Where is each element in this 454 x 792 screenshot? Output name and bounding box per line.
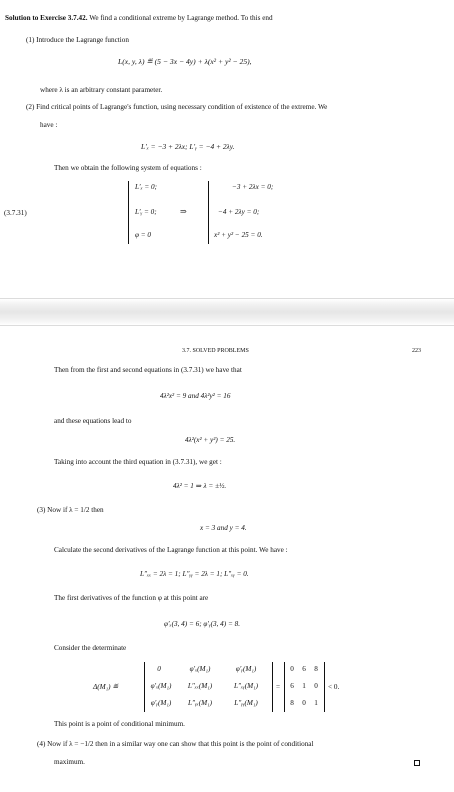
right-system-row-3: x² + y² − 25 = 0. [214, 231, 263, 239]
num-right-bar [324, 662, 325, 712]
implies-arrow: ⇒ [180, 207, 187, 216]
left-system-row-2: L′ᵧ = 0; [135, 208, 157, 216]
right-brace [208, 181, 209, 244]
equation-number: (3.7.31) [4, 209, 27, 217]
left-system-row-1: L′ₓ = 0; [135, 183, 158, 191]
num-cell: 6 [290, 682, 294, 690]
delta-label: Δ(M₁) ≝ [93, 683, 119, 691]
num-cell: 0 [290, 665, 294, 673]
solution-intro: We find a conditional extreme by Lagrange method. To this end [89, 14, 273, 22]
p2-line-6: Consider the determinate [54, 644, 127, 652]
right-system-row-2: −4 + 2λy = 0; [218, 208, 260, 216]
qed-square-icon [414, 760, 420, 766]
num-left-bar [284, 662, 285, 712]
det-cell: φ′ᵧ(M₁) [235, 665, 257, 673]
p2-line-2: and these equations lead to [54, 417, 132, 425]
num-cell: 1 [314, 699, 318, 707]
left-brace [128, 181, 129, 244]
det-cell: φ′ᵧ(M₁) [150, 699, 172, 707]
step-4-line-2: maximum. [54, 758, 85, 766]
det-cell: φ′ₓ(M₁) [150, 682, 172, 690]
num-cell: 0 [314, 682, 318, 690]
p2-eq-5: L″ₓₓ = 2λ = 1; L″ᵧᵧ = 2λ = 1; L″ₓᵧ = 0. [140, 570, 249, 578]
det-cell: L″ₓᵧ(M₁) [234, 682, 258, 690]
p2-line-7: This point is a point of conditional minimum. [54, 720, 185, 728]
det-cell: 0 [157, 665, 161, 673]
p2-line-4: Calculate the second derivatives of the Lagrange function at this point. We have : [54, 546, 288, 554]
num-cell: 0 [302, 699, 306, 707]
step-1-text: (1) Introduce the Lagrange function [26, 36, 129, 44]
where-text: where λ is an arbitrary constant parameter. [40, 86, 163, 94]
solution-heading [5, 14, 273, 22]
running-header: 3.7. SOLVED PROBLEMS [182, 348, 249, 354]
step-4-line-1: (4) Now if λ = −1/2 then in a similar way one can show that this point is the point of conditional [37, 740, 314, 748]
det-equals: = [276, 683, 281, 691]
p2-line-1: Then from the first and second equations in (3.7.31) we have that [54, 366, 242, 374]
p2-line-3: Taking into account the third equation in (3.7.31), we get : [54, 458, 222, 466]
det-left-bar [144, 662, 145, 712]
lagrange-function-eq: L(x, y, λ) ≝ (5 − 3x − 4y) + λ(x² + y² − 25), [118, 57, 252, 66]
det-cell: L″ᵧₓ(M₁) [188, 699, 212, 707]
step-2-line-2: have : [40, 121, 58, 129]
less-than-zero: < 0. [328, 683, 340, 691]
system-intro-text: Then we obtain the following system of equations : [54, 164, 202, 172]
num-cell: 8 [314, 665, 318, 673]
page-number: 223 [412, 348, 421, 354]
p2-eq-4: x = 3 and y = 4. [200, 524, 247, 532]
p2-eq-2: 4λ²(x² + y²) = 25. [185, 436, 236, 444]
right-system-row-1: −3 + 2λx = 0; [232, 183, 274, 191]
p2-eq-3: 4λ² = 1 ⇒ λ = ±½. [173, 482, 227, 490]
det-right-bar [272, 662, 273, 712]
det-cell: L″ᵧᵧ(M₁) [234, 699, 258, 707]
page-break [0, 298, 454, 326]
step-2-line-1: (2) Find critical points of Lagrange's function, using necessary condition of existence of the extreme. We [26, 103, 328, 111]
num-cell: 1 [302, 682, 306, 690]
p2-eq-6: φ′ₓ(3, 4) = 6; φ′ᵧ(3, 4) = 8. [164, 620, 240, 628]
solution-label: Solution to Exercise 3.7.42. [5, 14, 88, 22]
first-derivatives-eq: L′ₓ = −3 + 2λx; L′ᵧ = −4 + 2λy. [141, 142, 235, 151]
left-system-row-3: φ = 0 [135, 231, 152, 239]
p2-eq-1: 4λ²x² = 9 and 4λ²y² = 16 [160, 392, 231, 400]
num-cell: 6 [302, 665, 306, 673]
det-cell: L″ₓₓ(M₁) [187, 682, 213, 690]
step-3-text: (3) Now if λ = 1/2 then [37, 506, 104, 514]
p2-line-5: The first derivatives of the function φ at this point are [54, 594, 209, 602]
num-cell: 8 [290, 699, 294, 707]
det-cell: φ′ₓ(M₁) [189, 665, 211, 673]
